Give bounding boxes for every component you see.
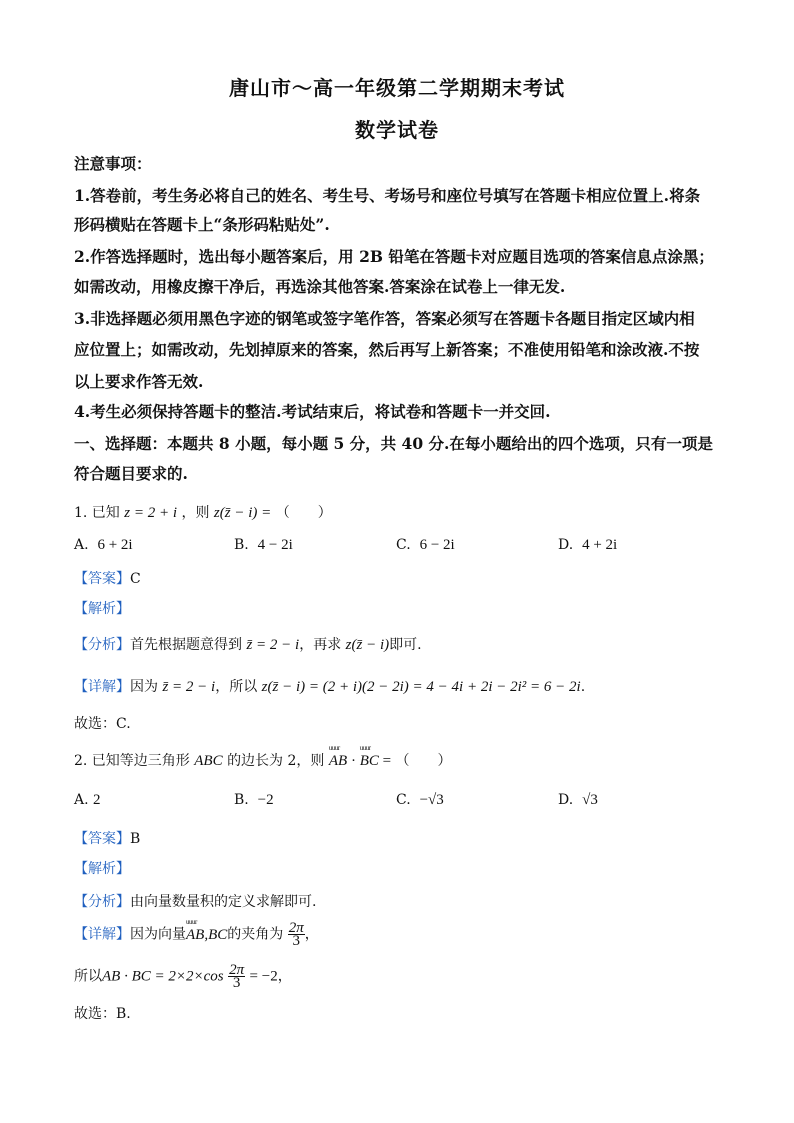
vector-ab: uuur AB — [329, 753, 347, 770]
answer-tag: 【答案】 — [74, 831, 130, 847]
fenxi-line: 【分析】首先根据题意得到 z̄ = 2 − i，再求 z(z̄ − i)即可. — [74, 637, 422, 653]
notice-line: 1.答卷前，考生务必将自己的姓名、考生号、考场号和座位号填写在答题卡相应位置上.将条 — [74, 186, 701, 205]
vector-pair: uuur AB,BC — [186, 927, 227, 944]
fraction: $\frac{2\pi}{3}$ — [288, 920, 304, 949]
section-heading: 一、选择题：本题共 8 小题，每小题 5 分，共 40 分.在每小题给出的四个选项，只有一项是 — [74, 434, 713, 453]
notice-heading: 注意事项： — [74, 154, 152, 173]
notice-line: 4.考生必须保持答题卡的整洁.考试结束后，将试卷和答题卡一并交回. — [74, 402, 551, 421]
answer-tag: 【答案】 — [74, 571, 130, 587]
page-subtitle: 数学试卷 — [355, 118, 439, 142]
stem-text: （ ） — [275, 505, 332, 521]
analysis-tag: 【解析】 — [74, 601, 130, 617]
detail-line: 【详解】因为 z̄ = 2 − i，所以 z(z̄ − i) = (2 + i)(2 − 2i) = 4 − 4i + 2i − 2i² = 6 − 2i. — [74, 679, 586, 695]
detail-line-2: 所以AB · BC = 2×2×cos $\frac{2\pi}{3}$ = −2， — [74, 962, 292, 991]
detail-line: 【详解】因为向量uuur AB,BC的夹角为 $\frac{2\pi}{3}$ ， — [74, 922, 319, 947]
answer-value: C — [130, 571, 141, 587]
option-a: A. 6 + 2i — [74, 537, 133, 553]
option-c: C. 6 − 2i — [396, 537, 455, 553]
option-d: D. 4 + 2i — [558, 537, 618, 553]
option-a: A. 2 — [74, 792, 101, 808]
notice-line: 如需改动，用橡皮擦干净后，再选涂其他答案.答案涂在试卷上一律无发. — [74, 277, 566, 296]
notice-line: 2.作答选择题时，选出每小题答案后，用 2B 铅笔在答题卡对应题目选项的答案信息点涂黑； — [74, 247, 714, 266]
stem-math: z(z̄ − i) = — [213, 505, 272, 521]
option-d: D. √3 — [558, 792, 598, 808]
page-title: 唐山市～高一年级第二学期期末考试 — [229, 76, 565, 100]
notice-line: 以上要求作答无效. — [74, 372, 204, 391]
notice-line: 形码横贴在答题卡上“条形码粘贴处”. — [74, 215, 330, 234]
notice-line: 3.非选择题必须用黑色字迹的钢笔或签字笔作答，答案必须写在答题卡各题目指定区域内相 — [74, 309, 695, 328]
stem-math: z = 2 + i — [124, 505, 178, 521]
stem-text: 1. 已知 — [74, 505, 120, 521]
stem-text: ，则 — [181, 505, 210, 521]
answer-line — [74, 568, 141, 588]
section-heading: 符合题目要求的. — [74, 464, 188, 483]
analysis-tag: 【解析】 — [74, 861, 130, 877]
conclusion: 故选：C. — [74, 716, 131, 732]
fenxi-line: 【分析】由向量数量积的定义求解即可. — [74, 894, 317, 910]
conclusion: 故选：B. — [74, 1006, 131, 1022]
option-c: C. −√3 — [396, 792, 444, 808]
vector-bc: uuur BC — [360, 753, 379, 770]
notice-line: 应位置上；如需改动，先划掉原来的答案，然后再写上新答案；不准使用铅笔和涂改液.不按 — [74, 340, 700, 359]
answer-value: B — [130, 831, 141, 847]
question-stem: 2. 已知等边三角形 ABC 的边长为 2，则 uuur AB · uuur BC = （ ） — [74, 750, 452, 770]
option-b: B. −2 — [234, 792, 274, 808]
fraction: $\frac{2\pi}{3}$ — [229, 962, 245, 991]
option-b: B. 4 − 2i — [234, 537, 293, 553]
answer-line — [74, 828, 140, 848]
question-stem — [74, 502, 332, 522]
